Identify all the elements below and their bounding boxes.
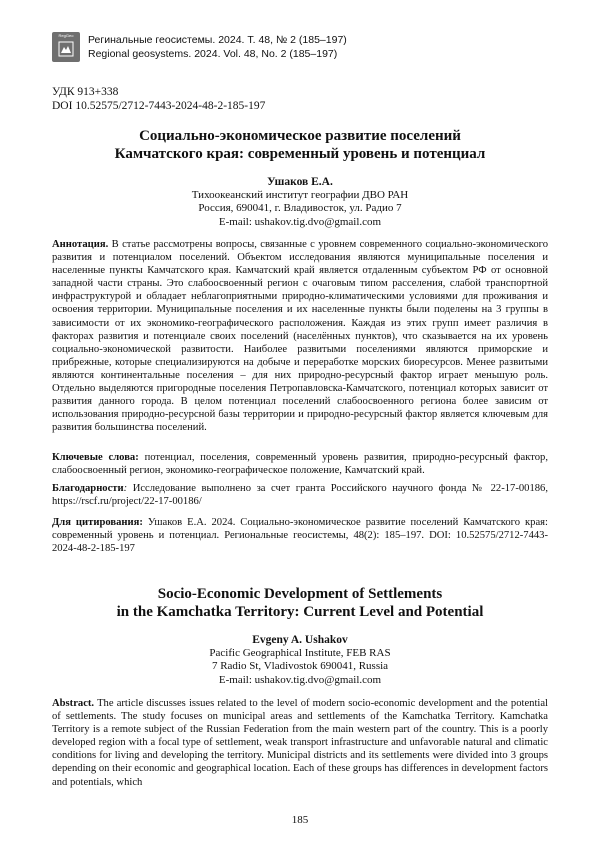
title-ru-line1: Социально-экономическое развитие поселений [139,128,461,144]
citation-ru [52,516,548,555]
affiliation-ru: Тихоокеанский институт географии ДВО РАН [191,189,409,202]
title-en-line2: in the Kamchatka Territory: Current Level and Potential [116,604,484,620]
email-en: E-mail: ushakov.tig.dvo@gmail.com [218,673,382,686]
journal-logo-text: RegGeo [58,33,74,38]
journal-citation-ru: Регинальные геосистемы. 2024. Т. 48, № 2 (185–197) [88,34,347,46]
title-en-line1: Socio-Economic Development of Settlements [157,586,443,602]
abstract-ru [52,238,548,434]
article-meta [52,85,265,113]
title-ru-line2: Камчатского края: современный уровень и потенциал [114,146,486,162]
ack-colon: : [123,483,128,494]
journal-logo [52,32,80,62]
abstract-text-ru: В статье рассмотрены вопросы, связанные с уровнем современного социально-экономического развития и потенциалом поселений. Объектом исследования являются муниципальные поселения и населенные пункты Камчатского края. Камчатский край является отдаленным субъектом РФ от основной западной части страны. Это слабоосвоенный регион с очаговым типом расселения, слабой транспортной инфраструктурой и обладает неблагоприятными природно-климатическими условиями для проживания и освоения территории. Муниципальные поселения и их населенные пункты были поделены на 3 группы в зависимости от их экономико-географического расположения. Каждая из этих групп имеет различия в факторах развития и потенциале своих поселений (населённых пунктов), что сказывается на их уровень социально-экономической развитости. Наиболее развитыми поселениями являются приморские и прибрежные, которые специализируются на добыче и переработке морских биоресурсов. Менее развитыми являются континентальные поселения – для них природно-ресурсный фактор играет меньшую роль. Отдельно выделяются пригородные поселения Петропавловска-Камчатского, потенциал которых зависит от развития данного города. В целом потенциал поселений слабоосвоенного региона более зависим от использования природно-ресурсной базы территории и природно-ресурсный фактор является ключевым для развития большинства поселений. [52,239,548,434]
journal-citation [88,34,347,61]
cite-label-ru: Для цитирования: [52,517,143,528]
author-en: Evgeny A. Ushakov [252,634,348,646]
logo-emblem-icon [58,41,74,57]
address-en: 7 Radio St, Vladivostok 690041, Russia [211,660,389,673]
doi: DOI 10.52575/2712-7443-2024-48-2-185-197 [52,100,266,112]
udc-code: УДК 913+338 [52,86,119,98]
affiliation-en: Pacific Geographical Institute, FEB RAS [209,647,391,660]
email-ru: E-mail: ushakov.tig.dvo@gmail.com [218,215,382,228]
title-en [52,585,548,621]
author-ru: Ушаков Е.А. [267,176,333,188]
acknowledgements-ru [52,482,548,508]
keywords-text-ru: потенциал, поселения, современный уровень развития, природно-ресурсный фактор, слабоосвоенный регион, экономико-географическое положение, Камчатский край. [52,452,548,477]
keywords-label-ru: Ключевые слова: [52,452,139,463]
abstract-label-en: Abstract. [52,698,95,709]
journal-citation-en: Regional geosystems. 2024. Vol. 48, No. 2 (185–197) [88,47,338,60]
author-block-en [52,634,548,687]
address-ru: Россия, 690041, г. Владивосток, ул. Радио 7 [198,202,402,215]
author-block-ru [52,176,548,229]
abstract-text-en: The article discusses issues related to the level of modern socio-economic development and the potential of settlements. The study focuses on municipal areas and settlements of the Kamchatka Territory. Kamchatka Territory is a remote subject of the Russian Federation from the main western part of the country. This is a poorly developed region with a focal type of settlement, weak transport infrastructure and unfavorable natural and climatic conditions for living and developing the territory. Municipal districts and its settlements were divided into 3 groups depending on their economic and geographical location. Each of these groups has differences in development factors and potentials, which [52,698,548,788]
ack-text-ru: Исследование выполнено за счет гранта Российского научного фонда № 22-17-00186, https://rscf.ru/project/22-17-00186/ [52,483,548,508]
title-ru [52,127,548,163]
journal-header [52,32,548,72]
abstract-label-ru: Аннотация. [52,239,109,250]
keywords-ru [52,451,548,477]
abstract-en [52,697,548,789]
page-number: 185 [291,814,309,826]
ack-label-ru: Благодарности [52,483,124,494]
cite-text-ru: Ушаков Е.А. 2024. Социально-экономическое развитие поселений Камчатского края: современный уровень и потенциал. Региональные геосистемы, 48(2): 185–197. DOI: 10.52575/2712-7443-2024-48-2-185-197 [52,517,548,555]
